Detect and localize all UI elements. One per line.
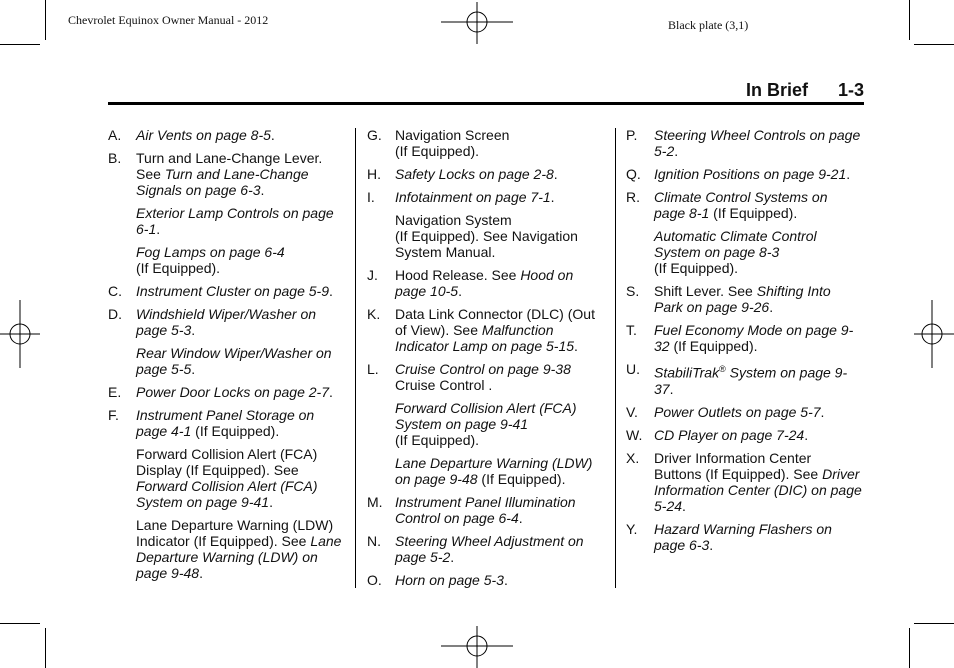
page-reference: CD Player on page 7-24 <box>654 426 805 443</box>
index-entry <box>626 283 862 315</box>
index-entry <box>626 404 862 420</box>
entry-text <box>395 361 607 393</box>
page-reference: StabiliTrak <box>654 364 720 381</box>
entry-text <box>136 127 344 143</box>
registration-mark-icon <box>437 624 517 668</box>
entry-segment: Lane Departure Warning (LDW) Indicator (If Equipped). See <box>136 517 334 549</box>
index-entry <box>367 267 607 299</box>
manual-title: Chevrolet Equinox Owner Manual - 2012 <box>68 13 269 27</box>
entry-segment: Driver Information Center Buttons (If Equipped). See <box>654 449 823 482</box>
entry-segment: Navigation Screen <box>395 127 510 143</box>
entry-text <box>136 517 344 581</box>
entry-text <box>136 446 344 510</box>
page-reference: Lane Departure Warning (LDW) on page 9-48 <box>136 533 342 581</box>
entry-letter: T. <box>626 322 637 338</box>
entry-text <box>395 533 607 565</box>
index-entry <box>108 127 344 143</box>
crop-mark <box>0 623 40 624</box>
page-reference: Instrument Panel Storage on page 4-1 <box>136 407 315 439</box>
entry-segment: See <box>136 166 165 182</box>
entry-segment: (If Equipped). <box>395 432 480 448</box>
index-entry <box>108 283 344 299</box>
entry-letter: H. <box>367 166 381 182</box>
entry-text <box>136 384 344 400</box>
entry-text <box>136 205 344 237</box>
index-entry <box>367 306 607 354</box>
page-reference: System on page 9-37 <box>654 364 848 397</box>
page-reference: Steering Wheel Adjustment on page 5-2 <box>395 533 584 565</box>
entry-letter: K. <box>367 306 381 322</box>
page-reference: Safety Locks on page 2-8 <box>395 166 554 182</box>
entry-text <box>654 427 862 443</box>
entry-letter: D. <box>108 306 122 322</box>
entry-segment: . <box>669 380 674 397</box>
entry-text <box>654 228 862 276</box>
entry-segment: . <box>846 166 851 182</box>
index-entry <box>367 166 607 182</box>
crop-mark <box>909 0 910 40</box>
entry-text <box>395 189 607 205</box>
entry-text <box>654 361 862 397</box>
entry-letter: G. <box>367 127 382 143</box>
entry-letter: J. <box>367 267 378 283</box>
entry-text <box>395 572 607 588</box>
page-reference: Forward Collision Alert (FCA) System on page 9-41 <box>136 478 318 510</box>
entry-letter: C. <box>108 283 122 299</box>
entry-text <box>654 450 862 514</box>
entry-segment: (If Equipped). <box>136 260 221 276</box>
index-entry <box>626 127 862 159</box>
index-entry <box>108 384 344 400</box>
entry-segment: . <box>191 361 196 377</box>
entry-segment: . <box>769 299 774 315</box>
entry-letter: O. <box>367 572 382 588</box>
entry-letter: B. <box>108 150 122 166</box>
entry-segment: Forward Collision Alert (FCA) Display (If Equipped). See <box>136 446 318 478</box>
index-entry <box>367 494 607 526</box>
entry-segment: ® <box>719 364 726 374</box>
entry-segment: Cruise Control . <box>395 377 493 393</box>
entry-text <box>136 345 344 377</box>
entry-segment: . <box>199 565 203 581</box>
entry-segment: . <box>156 221 161 237</box>
entry-text <box>654 189 862 221</box>
entry-segment: Navigation System <box>395 212 512 228</box>
entry-letter: F. <box>108 407 119 423</box>
entry-segment: . <box>329 283 333 299</box>
crop-mark <box>45 0 46 40</box>
index-entry <box>367 189 607 260</box>
page-reference: Turn and Lane-Change Signals on page 6-3 <box>136 166 309 198</box>
entry-letter: R. <box>626 189 640 205</box>
entry-letter: Q. <box>626 166 641 182</box>
entry-text <box>136 283 344 299</box>
page-reference: Driver Information Center (DIC) on page 5-24 <box>654 465 862 514</box>
page-reference: Forward Collision Alert (FCA) System on page 9-41 <box>395 400 577 432</box>
page-reference: Shifting Into Park on page 9-26 <box>654 283 831 315</box>
entry-segment: . <box>820 403 825 420</box>
page-reference: Climate Control Systems on page 8-1 <box>654 189 828 221</box>
entry-letter: A. <box>108 127 122 143</box>
entry-letter: M. <box>367 494 383 510</box>
entry-text <box>136 244 344 276</box>
column-right <box>626 127 862 560</box>
crop-mark <box>914 623 954 624</box>
entry-segment: (If Equipped). <box>477 471 566 487</box>
entry-text <box>654 283 862 315</box>
entry-text <box>395 267 607 299</box>
entry-segment: (If Equipped). <box>669 338 758 354</box>
page-reference: Automatic Climate Control System on page 8-3 <box>654 228 817 260</box>
page-reference: Exterior Lamp Controls on page 6-1 <box>136 205 334 237</box>
crop-mark <box>0 44 40 45</box>
page-reference: Air Vents on page 8-5 <box>136 127 271 143</box>
index-entry <box>108 407 344 581</box>
page-reference: Instrument Panel Illumination Control on page 6-4 <box>395 494 576 526</box>
entry-text <box>136 150 344 198</box>
entry-segment: . <box>804 426 809 443</box>
index-entry <box>367 533 607 565</box>
entry-segment: . <box>450 549 455 565</box>
entry-segment: (If Equipped). <box>395 143 480 159</box>
page-reference: Power Door Locks on page 2-7 <box>136 384 329 400</box>
entry-letter: N. <box>367 533 381 549</box>
entry-segment: Data Link Connector (DLC) (Out of View). See <box>395 306 595 338</box>
index-entry <box>626 450 862 514</box>
entry-segment: . <box>550 189 555 205</box>
page-reference: Horn on page 5-3 <box>395 572 504 588</box>
index-entry <box>108 306 344 377</box>
page-reference: Steering Wheel Controls on page 5-2 <box>654 127 861 159</box>
entry-letter: U. <box>626 361 640 377</box>
entry-segment: . <box>503 572 508 588</box>
entry-segment: Turn and Lane-Change Lever. <box>136 150 323 166</box>
entry-segment: . <box>191 322 196 338</box>
column-divider <box>615 128 616 588</box>
page-reference: Rear Window Wiper/Washer on page 5-5 <box>136 345 332 377</box>
section-title: In Brief <box>745 80 808 100</box>
section-heading <box>700 80 864 101</box>
header-rule <box>108 102 864 105</box>
page-reference: Malfunction Indicator Lamp on page 5-15 <box>395 322 575 354</box>
index-entry <box>626 322 862 354</box>
entry-segment: . <box>270 127 275 143</box>
column-divider <box>355 128 356 588</box>
entry-letter: E. <box>108 384 122 400</box>
entry-text <box>395 494 607 526</box>
entry-text <box>395 306 607 354</box>
entry-letter: I. <box>367 189 375 205</box>
entry-text <box>136 306 344 338</box>
entry-text <box>395 166 607 182</box>
entry-segment: Shift Lever. See <box>654 283 757 299</box>
entry-text <box>395 455 607 487</box>
entry-letter: Y. <box>626 520 638 537</box>
entry-text <box>654 166 862 182</box>
entry-text <box>395 212 607 260</box>
index-entry <box>626 427 862 443</box>
entry-text <box>395 400 607 448</box>
index-entry <box>626 166 862 182</box>
page-reference: Instrument Cluster on page 5-9 <box>136 283 329 299</box>
page-reference: Hazard Warning Flashers on page 6-3 <box>654 520 832 553</box>
index-entry <box>626 189 862 276</box>
page-reference: Power Outlets on page 5-7 <box>654 403 821 420</box>
crop-mark <box>914 44 954 45</box>
entry-segment: (If Equipped). See Navigation System Manual. <box>395 228 578 260</box>
page-reference: Ignition Positions on page 9-21 <box>654 166 847 182</box>
entry-letter: X. <box>626 449 640 466</box>
entry-segment: . <box>269 494 273 510</box>
entry-segment: . <box>329 384 333 400</box>
page-reference: Fuel Economy Mode on page 9-32 <box>654 322 854 354</box>
entry-text <box>654 404 862 420</box>
entry-letter: V. <box>626 403 638 420</box>
column-middle <box>367 127 607 595</box>
entry-segment: . <box>574 338 578 354</box>
registration-mark-icon <box>437 2 517 46</box>
entry-text <box>395 127 607 159</box>
crop-mark <box>909 628 910 668</box>
entry-letter: P. <box>626 127 638 143</box>
entry-letter: W. <box>626 426 643 443</box>
registration-mark-icon <box>910 296 954 372</box>
page-reference: Windshield Wiper/Washer on page 5-3 <box>136 306 317 338</box>
entry-letter: L. <box>367 361 379 377</box>
entry-text <box>654 322 862 354</box>
index-entry <box>626 521 862 553</box>
index-entry <box>367 127 607 159</box>
entry-text <box>136 407 344 439</box>
entry-segment: . <box>682 497 686 514</box>
entry-segment: (If Equipped). <box>654 260 739 276</box>
entry-text <box>654 127 862 159</box>
index-entry <box>367 572 607 588</box>
entry-segment: . <box>518 510 523 526</box>
entry-segment: . <box>260 182 265 198</box>
entry-segment: (If Equipped). <box>709 205 798 221</box>
page-reference: Lane Departure Warning (LDW) on page 9-48 <box>395 455 593 487</box>
plate-label: Black plate (3,1) <box>668 18 749 32</box>
registration-mark-icon <box>0 296 44 372</box>
entry-segment: . <box>709 536 714 553</box>
index-entry <box>626 361 862 397</box>
crop-mark <box>45 628 46 668</box>
page-reference: Fog Lamps on page 6-4 <box>136 244 285 260</box>
entry-segment: . <box>674 143 679 159</box>
entry-text <box>654 521 862 553</box>
index-entry <box>108 150 344 276</box>
page-reference: Hood on page 10-5 <box>395 267 574 299</box>
column-left <box>108 127 344 588</box>
index-entry <box>367 361 607 487</box>
page-reference: Infotainment on page 7-1 <box>395 189 551 205</box>
entry-letter: S. <box>626 283 640 299</box>
entry-segment: Hood Release. See <box>395 267 521 283</box>
page-reference: Cruise Control on page 9-38 <box>395 361 571 377</box>
entry-segment: . <box>553 166 558 182</box>
entry-segment: . <box>458 283 462 299</box>
entry-segment: (If Equipped). <box>191 423 280 439</box>
page-number: 1-3 <box>837 80 864 100</box>
